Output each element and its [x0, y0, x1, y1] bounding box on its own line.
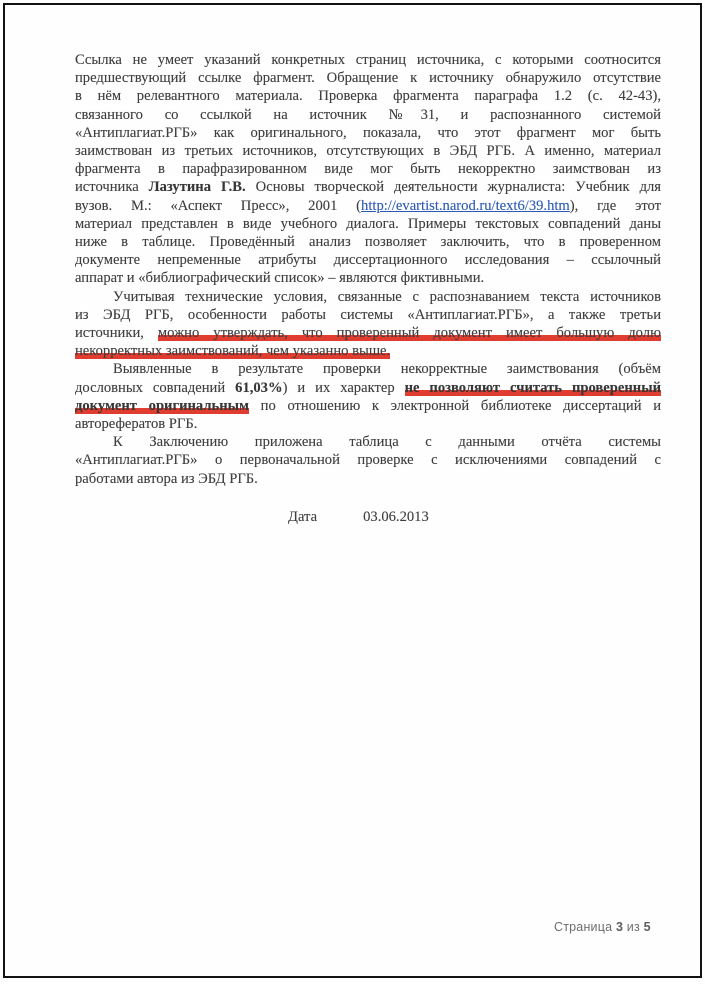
- text-line: [75, 51, 661, 69]
- text-segment: вузов. М.: «Аспект Пресс», 2001 (: [75, 197, 362, 214]
- footer-total-pages: 5: [643, 920, 651, 934]
- text-line: [75, 124, 661, 142]
- text-line: [75, 415, 661, 433]
- text-segment: ниже в таблице. Проведённый анализ позволяет заключить, что в проверенном: [75, 234, 661, 251]
- text-line: [75, 251, 661, 269]
- text-segment: «Антиплагиат.РГБ» о первоначальной проверке с исключениями совпадений с: [75, 452, 661, 469]
- bold-text: 61,03%: [235, 379, 283, 396]
- red-underlined-text: можно утверждать, что проверенный документ имеет большую долю: [157, 325, 661, 342]
- text-segment: связанного со ссылкой на источник №31, и распознанного системой: [75, 106, 661, 123]
- red-underlined-text: некорректных заимствований, чем указанно выше.: [75, 343, 391, 360]
- text-segment: Выявленные в результате проверки некорректные заимствования (объём: [113, 361, 661, 378]
- red-underlined-text: документ оригинальным: [75, 397, 249, 414]
- text-segment: авторефератов РГБ.: [75, 416, 198, 433]
- text-segment: источника: [75, 179, 149, 196]
- text-segment: заимствован из третьих источников, отсутствующих в ЭБД РГБ. А именно, материал: [75, 143, 661, 160]
- text-segment: материал представлен в виде учебного диалога. Примеры текстовых совпадений даны: [75, 215, 661, 232]
- text-segment: ) и их характер: [282, 379, 405, 396]
- text-line: [75, 433, 661, 451]
- text-segment: аппарат и «библиографический список» – являются фиктивными.: [75, 270, 485, 287]
- text-line: [75, 269, 661, 287]
- red-underlined-text: не позволяют считать проверенный: [404, 379, 661, 396]
- text-line: [75, 379, 661, 397]
- text-line: [75, 288, 661, 306]
- document-text: [75, 51, 661, 526]
- footer-label: Страница: [554, 920, 613, 934]
- text-line: [75, 397, 661, 415]
- text-line: [75, 197, 661, 215]
- text-segment: ), где этот: [569, 197, 662, 214]
- date-row: [75, 508, 661, 526]
- text-line: [75, 215, 661, 233]
- date-label: Дата: [288, 508, 318, 525]
- text-segment: К Заключению приложена таблица с данными отчёта системы: [113, 434, 661, 451]
- text-line: [75, 342, 661, 360]
- text-line: [75, 233, 661, 251]
- text-segment: в нём релевантного материала. Проверка фрагмента параграфа 1.2 (с. 42-43),: [75, 88, 661, 105]
- text-segment: документе непременные атрибуты диссертационного исследования – ссылочный: [75, 252, 661, 269]
- footer-current-page: 3: [615, 920, 624, 934]
- text-line: [75, 160, 661, 178]
- paragraph: [75, 433, 661, 488]
- text-segment: Учитывая технические условия, связанные с распознаванием текста источников: [113, 288, 661, 305]
- text-line: [75, 360, 661, 378]
- text-segment: работами автора из ЭБД РГБ.: [75, 470, 258, 487]
- text-line: [75, 106, 661, 124]
- text-line: [75, 306, 661, 324]
- text-segment: фрагмента в парафразированном виде мог быть некорректно заимствован из: [75, 161, 661, 178]
- paragraph: [75, 360, 661, 433]
- text-segment: источники,: [75, 325, 158, 342]
- text-line: [75, 324, 661, 342]
- date-value: 03.06.2013: [363, 508, 429, 525]
- text-line: [75, 451, 661, 469]
- text-segment: по отношению к электронной библиотеке диссертаций и: [249, 397, 662, 414]
- text-line: [75, 87, 661, 105]
- text-segment: Ссылка не умеет указаний конкретных страниц источника, с которыми соотносится: [75, 52, 661, 68]
- text-line: [75, 142, 661, 160]
- footer-of-label: из: [626, 920, 640, 934]
- source-url-link[interactable]: http://evartist.narod.ru/text6/39.htm: [361, 197, 570, 214]
- bold-text: Лазутина Г.В.: [148, 179, 246, 196]
- text-segment: предшествующий ссылке фрагмент. Обращение к источнику обнаружило отсутствие: [75, 70, 661, 87]
- text-segment: «Антиплагиат.РГБ» как оригинального, показала, что этот фрагмент мог быть: [75, 124, 661, 141]
- text-line: [75, 178, 661, 196]
- text-segment: из ЭБД РГБ, особенности работы системы «Антиплагиат.РГБ», а также третьи: [75, 306, 661, 323]
- text-line: [75, 470, 661, 488]
- text-segment: Основы творческой деятельности журналиста: Учебник для: [245, 179, 661, 196]
- page-number-footer: [554, 920, 651, 934]
- text-line: [75, 69, 661, 87]
- paragraph: [75, 288, 661, 361]
- text-segment: дословных совпадений: [75, 379, 236, 396]
- paragraph: [75, 51, 661, 288]
